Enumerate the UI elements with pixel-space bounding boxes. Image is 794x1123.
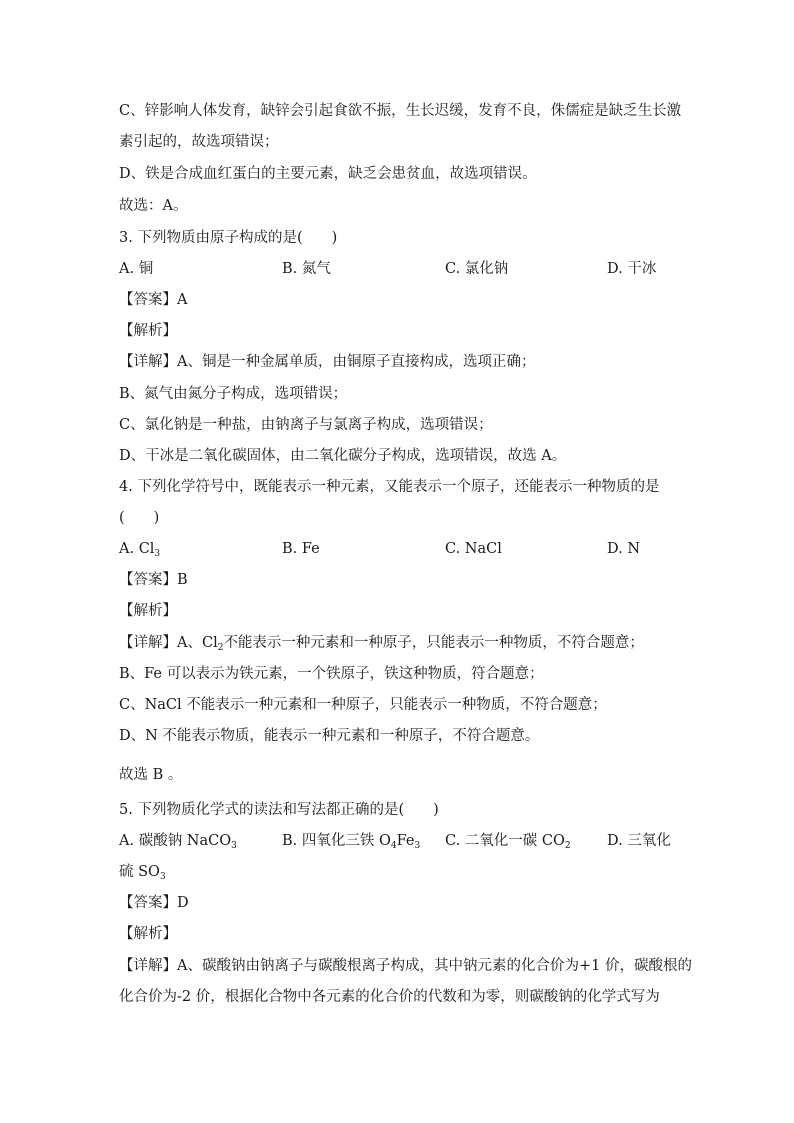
text-line: 故选：A。 [119,198,188,214]
q4-detail-line: 【详解】A、$Cl_2$不能表示一种元素和一种原子，只能表示一种物质，不符合题意； [119,635,644,653]
question-4-paren: ( ) [119,510,160,526]
q3-option-b: B. 氮气 [282,261,331,277]
q5-option-b: B. 四氧化三铁 $O_4Fe_3$ [282,833,421,851]
question-3: 3. 下列物质由原子构成的是( ) [119,230,338,246]
q3-detail-line: D、干冰是二氧化碳固体，由二氧化碳分子构成，选项错误，故选 A。 [119,448,567,464]
q4-detail-line: B、Fe 可以表示为铁元素，一个铁原子，铁这种物质，符合题意； [119,666,544,682]
q3-detail-line: B、氮气由氮分子构成，选项错误； [119,386,348,402]
q4-option-d: D. N [607,541,641,557]
q4-option-b: B. Fe [282,541,320,557]
q4-option-a: A. $Cl_3$ [119,541,161,559]
q5-detail-line: 化合价为-2 价，根据化合物中各元素的化合价的代数和为零，则碳酸钠的化学式写为 [119,989,660,1005]
q5-detail-line: 【详解】A、碳酸钠由钠离子与碳酸根离子构成，其中钠元素的化合价为+1 价，碳酸根的 [119,958,692,974]
text-line: 素引起的，故选项错误； [119,134,279,150]
q3-analysis-heading: 【解析】 [119,323,177,339]
q4-detail-line: D、N 不能表示物质，能表示一种元素和一种原子，不符合题意。 [119,728,540,744]
q4-option-c: C. NaCl [445,541,502,557]
q3-option-d: D. 干冰 [607,261,657,277]
q3-answer: 【答案】A [119,292,188,308]
q3-detail-line: C、氯化钠是一种盐，由钠离子与氯离子构成，选项错误； [119,417,493,433]
q4-analysis-heading: 【解析】 [119,603,177,619]
q4-answer: 【答案】B [119,572,188,588]
question-5: 5. 下列物质化学式的读法和写法都正确的是( ) [119,802,439,818]
q5-option-d: D. 三氧化 [607,833,671,849]
q4-detail-line: C、NaCl 不能表示一种元素和一种原子，只能表示一种物质，不符合题意； [119,697,607,713]
q5-option-a: A. 碳酸钠 NaCO$_3$ [119,833,237,851]
q5-option-d-continued: 硫 $SO_3$ [119,864,166,882]
q3-option-c: C. 氯化钠 [445,261,509,277]
question-4: 4. 下列化学符号中，既能表示一种元素，又能表示一个原子，还能表示一种物质的是 [119,479,660,495]
q5-option-c: C. 二氧化一碳 $CO_2$ [445,833,571,851]
q5-answer: 【答案】D [119,895,189,911]
text-line: C、锌影响人体发育，缺锌会引起食欲不振，生长迟缓，发育不良，侏儒症是缺乏生长激 [119,103,682,119]
text-line: D、铁是合成血红蛋白的主要元素，缺乏会患贫血，故选项错误。 [119,166,537,182]
q3-option-a: A. 铜 [119,261,154,277]
q3-detail-line: 【详解】A、铜是一种金属单质，由铜原子直接构成，选项正确； [119,354,536,370]
q4-conclusion: 故选 B 。 [119,767,183,783]
q5-analysis-heading: 【解析】 [119,926,177,942]
